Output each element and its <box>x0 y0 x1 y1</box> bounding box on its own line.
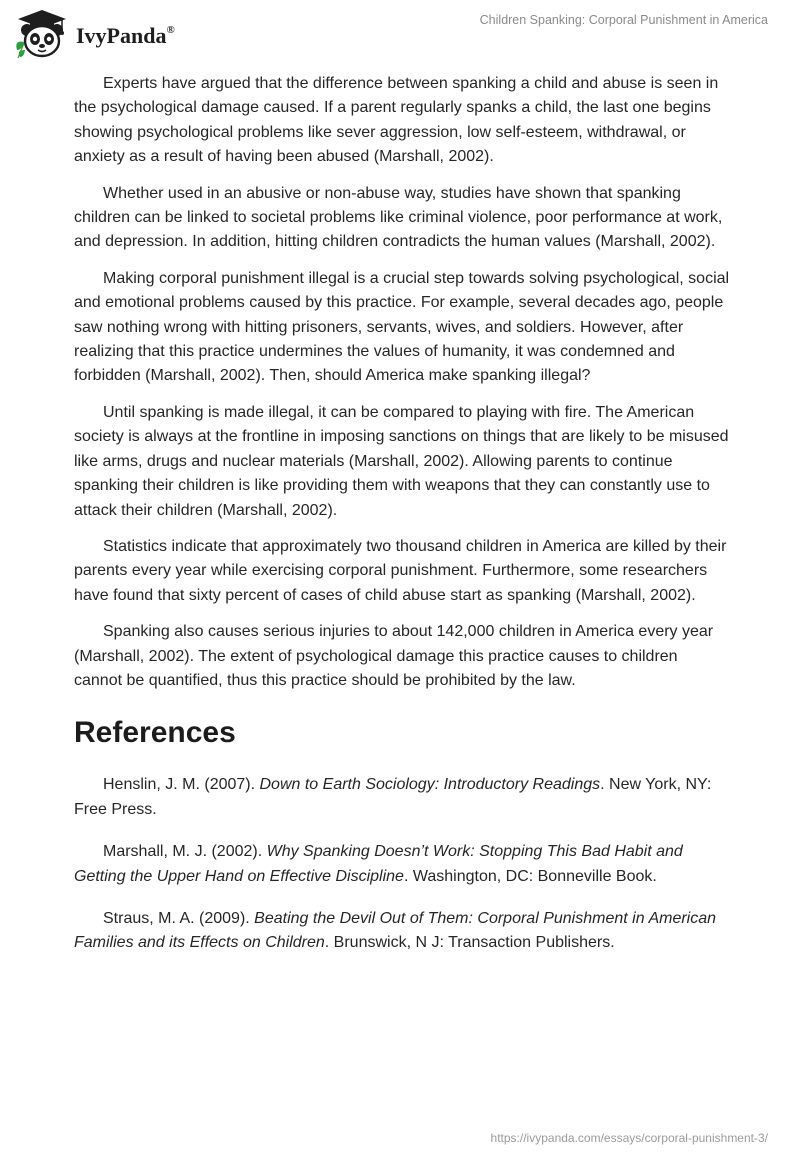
brand-name: IvyPanda® <box>76 23 175 48</box>
reference-item <box>74 907 730 956</box>
paragraph: Spanking also causes serious injuries to about 142,000 children in America every year (Marshall, 2002). The extent of psychological damage this practice causes to children cannot be quantified, thus this practice should be prohibited by the law. <box>74 623 714 689</box>
reference-publisher: . Washington, DC: Bonneville Book. <box>403 867 657 885</box>
reference-item <box>74 840 730 889</box>
source-url-link[interactable]: https://ivypanda.com/essays/corporal-punishment-3/ <box>490 1131 768 1145</box>
reference-authors: Marshall, M. J. (2002). <box>103 843 267 861</box>
reference-title: Beating the Devil Out of Them: Corporal Punishment in American Families and its Effects on Children <box>74 909 717 952</box>
reference-authors: Straus, M. A. (2009). <box>103 909 255 927</box>
paragraph: Until spanking is made illegal, it can be compared to playing with fire. The American society is always at the frontline in imposing sanctions on things that are likely to be misused like arms, drugs and nuclear materials (Marshall, 2002). Allowing parents to continue spanking their children is like providing them with weapons that they can constantly use to attack their children (Marshall, 2002). <box>74 403 729 519</box>
essay-body <box>74 72 730 974</box>
paragraph: Making corporal punishment illegal is a crucial step towards solving psychological, social and emotional problems caused by this practice. For example, several decades ago, people saw nothing wrong with hitting prisoners, servants, wives, and soldiers. However, after realizing that this practice undermines the values of humanity, it was condemned and forbidden (Marshall, 2002). Then, should America make spanking illegal? <box>74 269 730 385</box>
reference-authors: Henslin, J. M. (2007). <box>103 776 260 794</box>
paragraph: Statistics indicate that approximately two thousand children in America are killed by their parents every year while exercising corporal punishment. Furthermore, some researchers have found that sixty percent of cases of child abuse start as spanking (Marshall, 2002). <box>74 537 727 604</box>
reference-publisher: . Brunswick, N J: Transaction Publishers. <box>324 934 615 952</box>
paragraph: Whether used in an abusive or non-abuse way, studies have shown that spanking children can be linked to societal problems like criminal violence, poor performance at work, and depression. In addition, hitting children contradicts the human values (Marshall, 2002). <box>74 184 723 251</box>
panda-graduate-icon <box>14 8 70 60</box>
reference-publisher: . New York, NY: Free Press. <box>74 776 712 818</box>
page-header <box>0 0 800 70</box>
paragraph: Experts have argued that the difference between spanking a child and abuse is seen in the psychological damage caused. If a parent regularly spanks a child, the last one begins showing psychological problems like sever aggression, low self-esteem, withdrawal, or anxiety as a result of having been abused (Marshall, 2002). <box>74 75 719 166</box>
registered-mark: ® <box>166 23 175 36</box>
references-heading: References <box>74 716 236 750</box>
reference-title: Down to Earth Sociology: Introductory Readings <box>259 776 601 794</box>
ivypanda-logo[interactable] <box>14 8 175 60</box>
reference-title: Why Spanking Doesn’t Work: Stopping This Bad Habit and Getting the Upper Hand on Effective Discipline <box>74 843 683 885</box>
reference-item <box>74 773 730 822</box>
document-title: Children Spanking: Corporal Punishment in America <box>479 13 768 27</box>
